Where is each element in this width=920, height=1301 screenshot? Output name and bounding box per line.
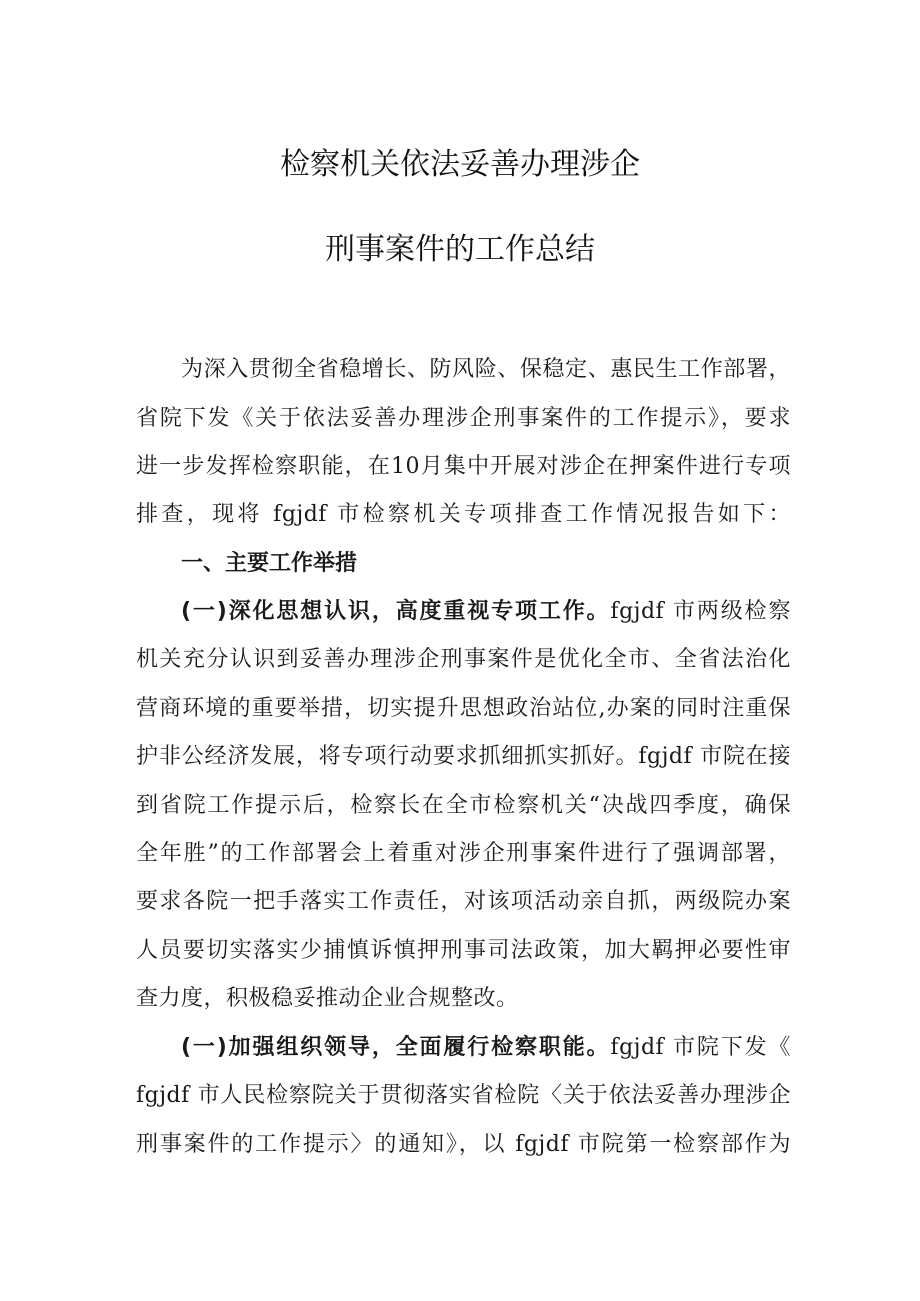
section-heading: 一、主要工作举措 — [181, 551, 358, 576]
para1-line: 要求各院一把手落实工作责任，对该项活动亲自抓，两级院办案 — [136, 889, 791, 914]
para1-first-rest: fgjdf 市两级检察 — [610, 599, 791, 624]
para2-bold-lead: (一)加强组织领导，全面履行检察职能。 — [181, 1035, 611, 1060]
para2-line: fgjdf 市人民检察院关于贯彻落实省检院〈关于依法妥善办理涉企 — [136, 1083, 791, 1108]
para1-first-line — [181, 595, 791, 629]
intro-line-2: 省院下发《关于依法妥善办理涉企刑事案件的工作提示》，要求 — [136, 406, 791, 431]
intro-line-3: 进一步发挥检察职能，在10月集中开展对涉企在押案件进行专项 — [136, 454, 791, 479]
para2-first-rest: fgjdf 市院下发《 — [610, 1035, 791, 1060]
para1-line: 到省院工作提示后，检察长在全市检察机关“决战四季度，确保 — [136, 793, 791, 818]
para1-line: 全年胜”的工作部署会上着重对涉企刑事案件进行了强调部署， — [136, 841, 791, 866]
para1-line: 机关充分认识到妥善办理涉企刑事案件是优化全市、全省法治化 — [136, 647, 791, 672]
intro-line-1: 为深入贯彻全省稳增长、防风险、保稳定、惠民生工作部署， — [181, 357, 791, 382]
para2-first-line — [181, 1031, 791, 1065]
intro-line-4: 排查，现将 fgjdf 市检察机关专项排查工作情况报告如下： — [136, 502, 791, 527]
para1-line: 查力度，积极稳妥推动企业合规整改。 — [136, 986, 519, 1011]
document-title-line-1: 检察机关依法妥善办理涉企 — [280, 147, 640, 182]
document-title-line-2: 刑事案件的工作总结 — [325, 232, 595, 267]
para2-line: 刑事案件的工作提示〉的通知》，以 fgjdf 市院第一检察部作为 — [136, 1132, 791, 1157]
para1-line: 营商环境的重要举措，切实提升思想政治站位,办案的同时注重保 — [136, 696, 791, 721]
para1-bold-lead: (一)深化思想认识，高度重视专项工作。 — [181, 599, 611, 624]
para1-line: 人员要切实落实少捕慎诉慎押刑事司法政策，加大羁押必要性审 — [136, 938, 791, 963]
para1-line: 护非公经济发展，将专项行动要求抓细抓实抓好。fgjdf 市院在接 — [136, 744, 791, 769]
